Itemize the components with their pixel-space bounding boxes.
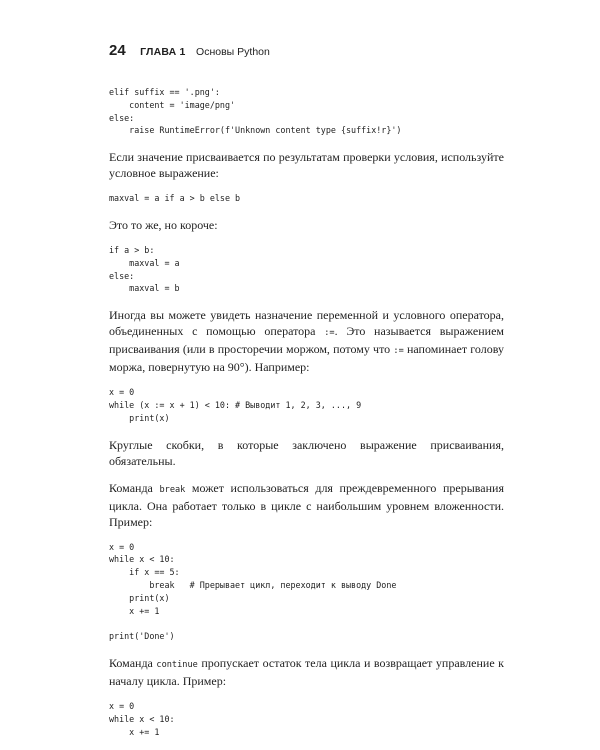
code-block-if-else: if a > b: maxval = a else: maxval = b xyxy=(109,244,180,294)
code-block-walrus-loop: x = 0 while (x := x + 1) < 10: # Выводит 1, 2, 3, ..., 9 print(x) xyxy=(109,387,362,423)
inline-code-walrus-1: := xyxy=(324,328,335,339)
break-text-2: может использоваться для преждевременного прерывания цикла. Она работает только в цикле с наибольшим уровнем вложенности. Пример: xyxy=(109,480,504,529)
paragraph-conditional-intro: Если значение присваивается по результатам проверки условия, используйте условное выражение: xyxy=(109,150,504,181)
chapter-title: Основы Python xyxy=(196,46,270,58)
code-block-elif: elif suffix == '.png': content = 'image/png' else: raise RuntimeError(f'Unknown content type {suffix!r}') xyxy=(109,87,402,136)
page-body xyxy=(109,86,504,738)
walrus-text-1: Иногда вы можете увидеть назначение переменной и условного оператора, объединенных с помощью оператора xyxy=(109,308,504,339)
paragraph-walrus xyxy=(109,307,504,375)
continue-text-2: пропускает остаток тела цикла и возвращает управление к началу цикла. Пример: xyxy=(109,655,505,688)
continue-text-1: Команда xyxy=(109,655,157,670)
walrus-text-3: напоминает голову моржа, повернутую на 90°). Например: xyxy=(109,342,504,375)
paragraph-break xyxy=(109,480,504,530)
walrus-text-2: . Это называется выражением присваивания (или в просторечии моржом, потому что xyxy=(109,324,505,357)
page-number: 24 xyxy=(109,42,126,59)
break-text-1: Команда xyxy=(109,480,160,495)
code-block-ternary: maxval = a if a > b else b xyxy=(109,193,241,204)
inline-code-break: break xyxy=(159,484,186,495)
running-header xyxy=(109,42,270,61)
paragraph-parentheses: Круглые скобки, в которые заключено выражение присваивания, обязательны. xyxy=(109,437,504,468)
paragraph-shorter: Это то же, но короче: xyxy=(109,217,218,232)
code-block-continue-loop: x = 0 while x < 10: x += 1 xyxy=(109,700,175,737)
paragraph-continue xyxy=(109,655,504,689)
inline-code-walrus-2: := xyxy=(393,346,404,357)
inline-code-continue: continue xyxy=(156,659,198,670)
chapter-label: ГЛАВА 1 xyxy=(140,46,186,58)
code-block-break-loop: x = 0 while x < 10: if x == 5: break # Прерывает цикл, переходит к выводу Done print(x) x += 1 print('Done') xyxy=(109,541,397,642)
